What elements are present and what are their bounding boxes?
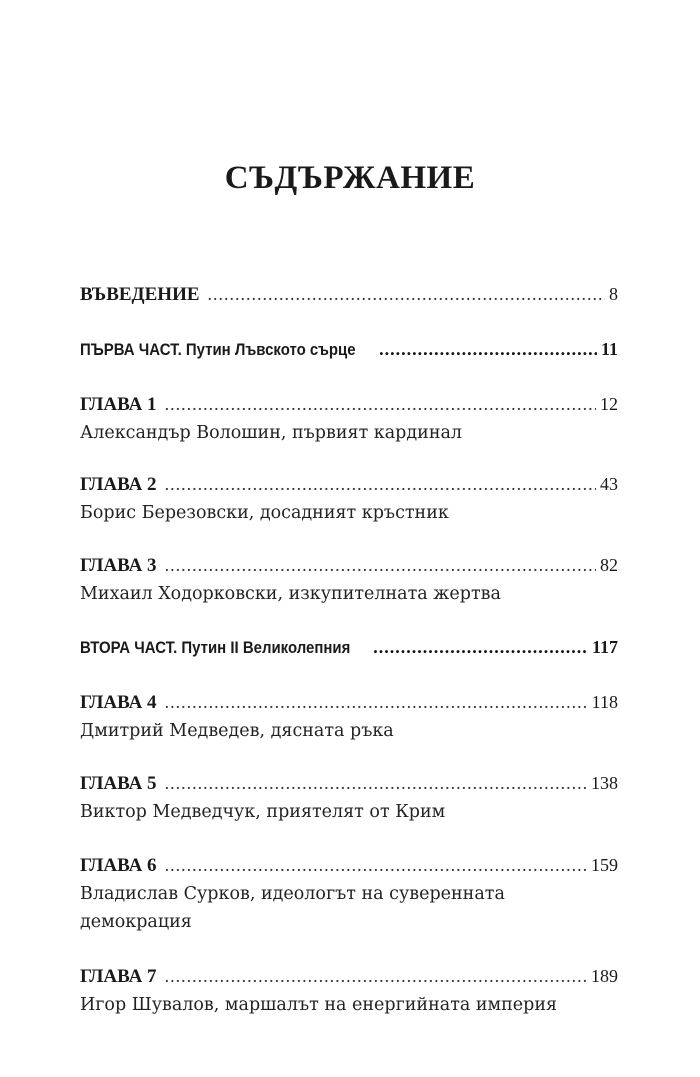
dot-leader	[165, 964, 587, 988]
toc-entry-head	[80, 771, 618, 796]
toc-entry-label: ГЛАВА 5	[80, 773, 157, 794]
toc-entry-chapter-5[interactable]	[80, 771, 618, 826]
toc-entry-head	[80, 392, 618, 417]
toc-entry-label: ВТОРА ЧАСТ. Путин II Великолепния	[80, 638, 351, 657]
dot-leader	[165, 472, 596, 496]
toc-entry-head	[80, 853, 618, 878]
toc-entry-description: Михаил Ходорковски, изкупителната жертва	[80, 584, 501, 604]
toc-entry-chapter-4[interactable]	[80, 690, 618, 745]
toc-entry-description: Владислав Сурков, идеологът на суверенната демокрация	[80, 884, 505, 932]
toc-entry-label: ПЪРВА ЧАСТ. Путин Лъвското сърце	[80, 340, 356, 359]
toc-page-number: 12	[600, 394, 618, 414]
toc-page-number: 11	[600, 339, 618, 359]
toc-entry-chapter-3[interactable]	[80, 553, 618, 608]
toc-page-number: 117	[591, 637, 618, 657]
toc-entry-description: Дмитрий Медведев, дясната ръка	[80, 721, 394, 741]
toc-entry-chapter-7[interactable]	[80, 964, 618, 1019]
toc-entry-head	[80, 964, 618, 989]
toc-entry-label: ВЪВЕДЕНИЕ	[80, 284, 200, 305]
toc-entry-label: ГЛАВА 7	[80, 966, 157, 987]
toc-page-number: 43	[600, 474, 618, 494]
toc-entry-chapter-6[interactable]	[80, 853, 618, 936]
toc-entry-label: ГЛАВА 6	[80, 855, 157, 876]
toc-entry-description: Александър Волошин, първият кардинал	[80, 423, 463, 443]
toc-page-number: 8	[609, 284, 618, 304]
toc-entry-head	[80, 337, 618, 362]
dot-leader	[165, 392, 596, 416]
toc-entry-head	[80, 553, 618, 578]
toc-page-number: 82	[600, 555, 618, 575]
dot-leader	[208, 282, 605, 306]
toc-entry-chapter-2[interactable]	[80, 472, 618, 527]
toc-entry-head	[80, 690, 618, 715]
toc-entry-part-2[interactable]	[80, 635, 618, 660]
toc-entry-part-1[interactable]	[80, 337, 618, 362]
dot-leader	[165, 690, 588, 714]
dot-leader	[373, 635, 588, 659]
dot-leader	[165, 771, 587, 795]
toc-entry-label: ГЛАВА 1	[80, 394, 157, 415]
toc-entry-label: ГЛАВА 4	[80, 692, 157, 713]
toc-entry-head	[80, 635, 618, 660]
toc-page-number: 159	[591, 855, 618, 875]
toc-page-number: 118	[591, 692, 618, 712]
toc-entry-description: Борис Березовски, досадният кръстник	[80, 503, 449, 523]
toc-entry-head	[80, 282, 618, 307]
toc-entry-label: ГЛАВА 2	[80, 474, 157, 495]
toc-page-number: 138	[591, 773, 618, 793]
dot-leader	[165, 853, 587, 877]
page-title: СЪДЪРЖАНИЕ	[224, 160, 476, 196]
toc-entry-label: ГЛАВА 3	[80, 555, 157, 576]
dot-leader	[379, 337, 597, 361]
toc-entry-chapter-1[interactable]	[80, 392, 618, 447]
toc-entry-introduction[interactable]	[80, 282, 618, 307]
toc-page-number: 189	[591, 966, 618, 986]
toc-entry-description: Игор Шувалов, маршалът на енергийната империя	[80, 995, 558, 1015]
toc-entry-head	[80, 472, 618, 497]
dot-leader	[165, 553, 596, 577]
toc-entry-description: Виктор Медведчук, приятелят от Крим	[80, 802, 446, 822]
